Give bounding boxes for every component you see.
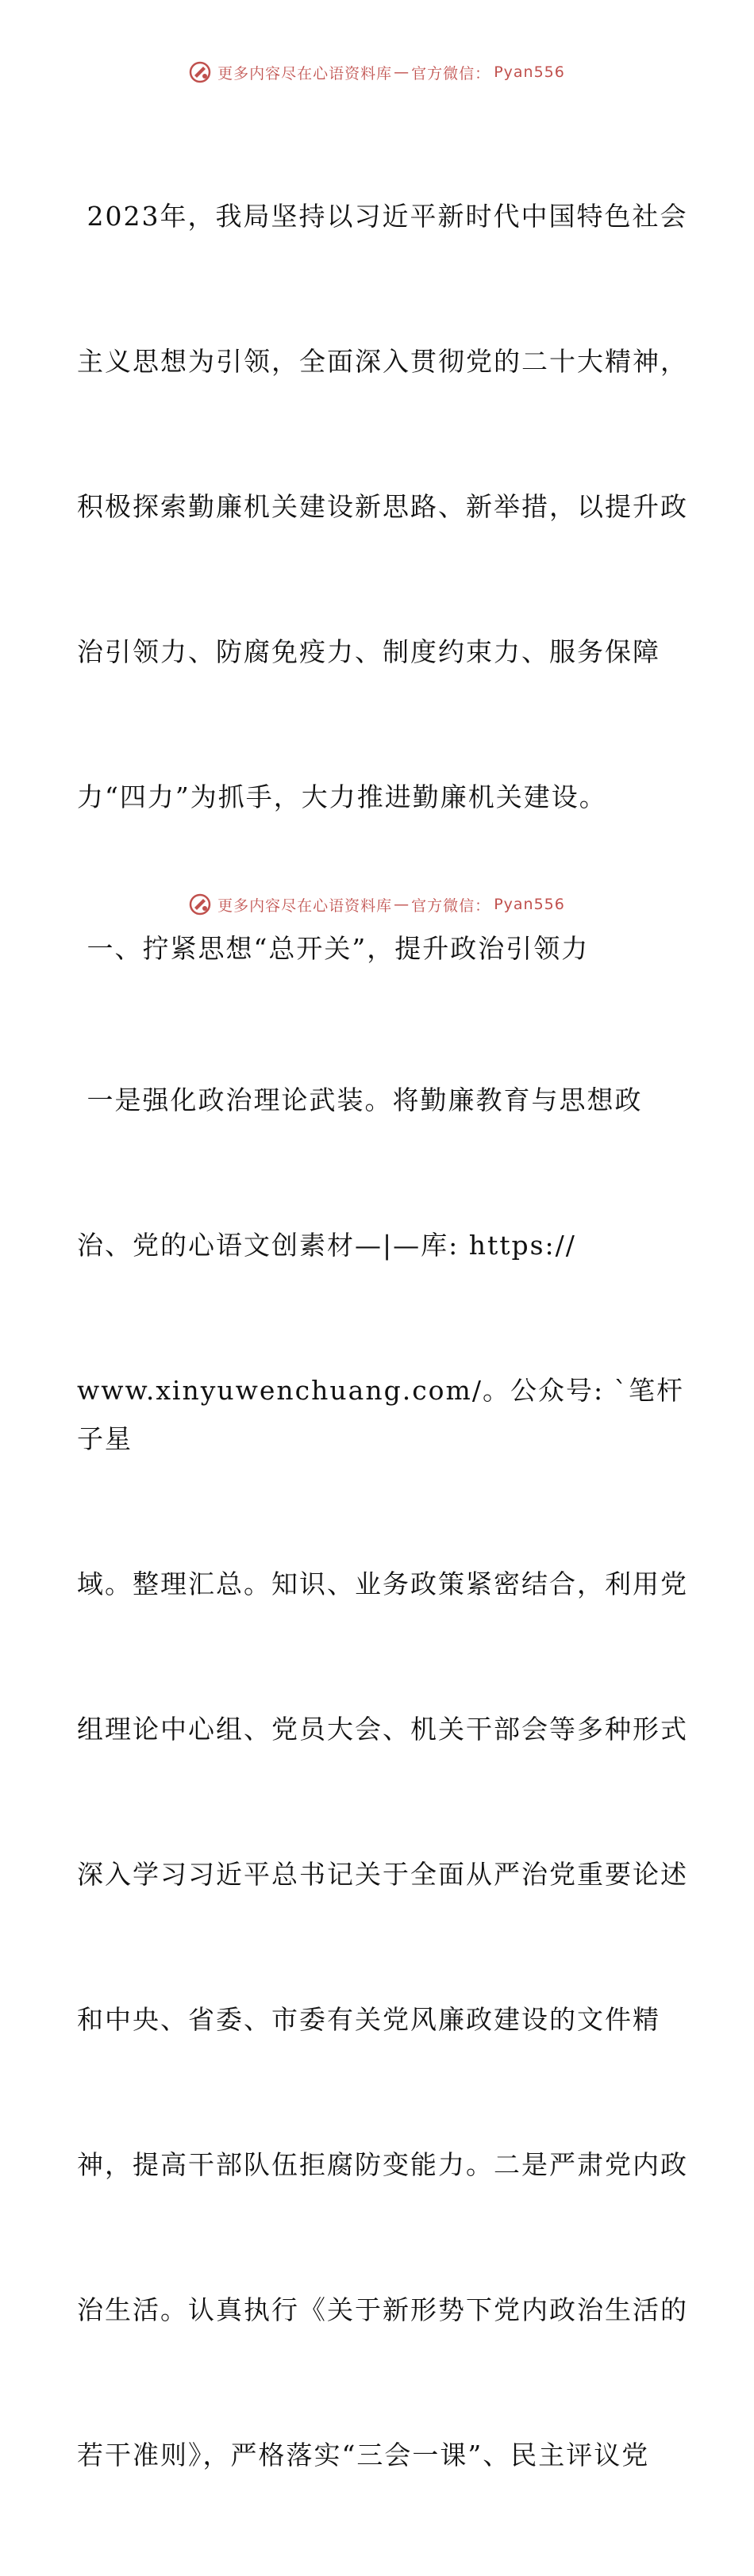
text-line: 域。整理汇总。知识、业务政策紧密结合，利用党	[77, 1568, 688, 1599]
text-line: 治引领力、防腐免疫力、制度约束力、服务保障	[77, 636, 660, 667]
banner-wechat-id: Pyan556	[494, 896, 565, 913]
header-banner	[0, 56, 754, 88]
banner-separator: —	[394, 896, 410, 913]
intro-paragraph	[77, 95, 688, 918]
text-line: 深入学习习近平总书记关于全面从严治党重要论述	[77, 1859, 688, 1890]
banner-text: 更多内容尽在心语资料库	[217, 64, 393, 83]
text-line: 治生活。认真执行《关于新形势下党内政治生活的	[77, 2294, 688, 2325]
text-line: www.xinyuwenchuang.com/。公众号: `笔杆子星	[77, 1375, 685, 1454]
text-line: 和中央、省委、市委有关党风廉政建设的文件精	[77, 2004, 660, 2035]
banner-text: 更多内容尽在心语资料库	[217, 896, 393, 915]
section-heading: 一、拧紧思想“总开关”，提升政治引领力	[77, 933, 590, 964]
banner-wechat-label: 官方微信：	[411, 896, 491, 915]
text-line: 一是强化政治理论武装。将勤廉教育与思想政	[77, 1085, 643, 1115]
seal-logo-icon	[189, 61, 211, 83]
text-line: 组理论中心组、党员大会、机关干部会等多种形式	[77, 1714, 688, 1745]
text-line: 力“四力”为抓手，大力推进勤廉机关建设。	[77, 781, 607, 812]
text-line: 治、党的心语文创素材—|—库: https://	[77, 1230, 576, 1261]
text-line: 2023年，我局坚持以习近平新时代中国特色社会	[77, 201, 688, 232]
section-paragraph	[77, 979, 688, 2576]
text-line: 神，提高干部队伍拒腐防变能力。二是严肃党内政	[77, 2149, 688, 2180]
text-line: 主义思想为引领，全面深入贯彻党的二十大精神，	[77, 346, 688, 377]
banner-separator: —	[394, 63, 410, 81]
text-line: 若干准则》，严格落实“三会一课”、民主评议党	[77, 2440, 650, 2470]
footer-banner	[0, 889, 754, 920]
seal-logo-icon	[189, 893, 211, 916]
text-line: 积极探索勤廉机关建设新思路、新举措，以提升政	[77, 491, 688, 522]
banner-wechat-id: Pyan556	[494, 63, 565, 81]
document-body	[77, 95, 688, 2576]
banner-wechat-label: 官方微信：	[411, 64, 491, 83]
